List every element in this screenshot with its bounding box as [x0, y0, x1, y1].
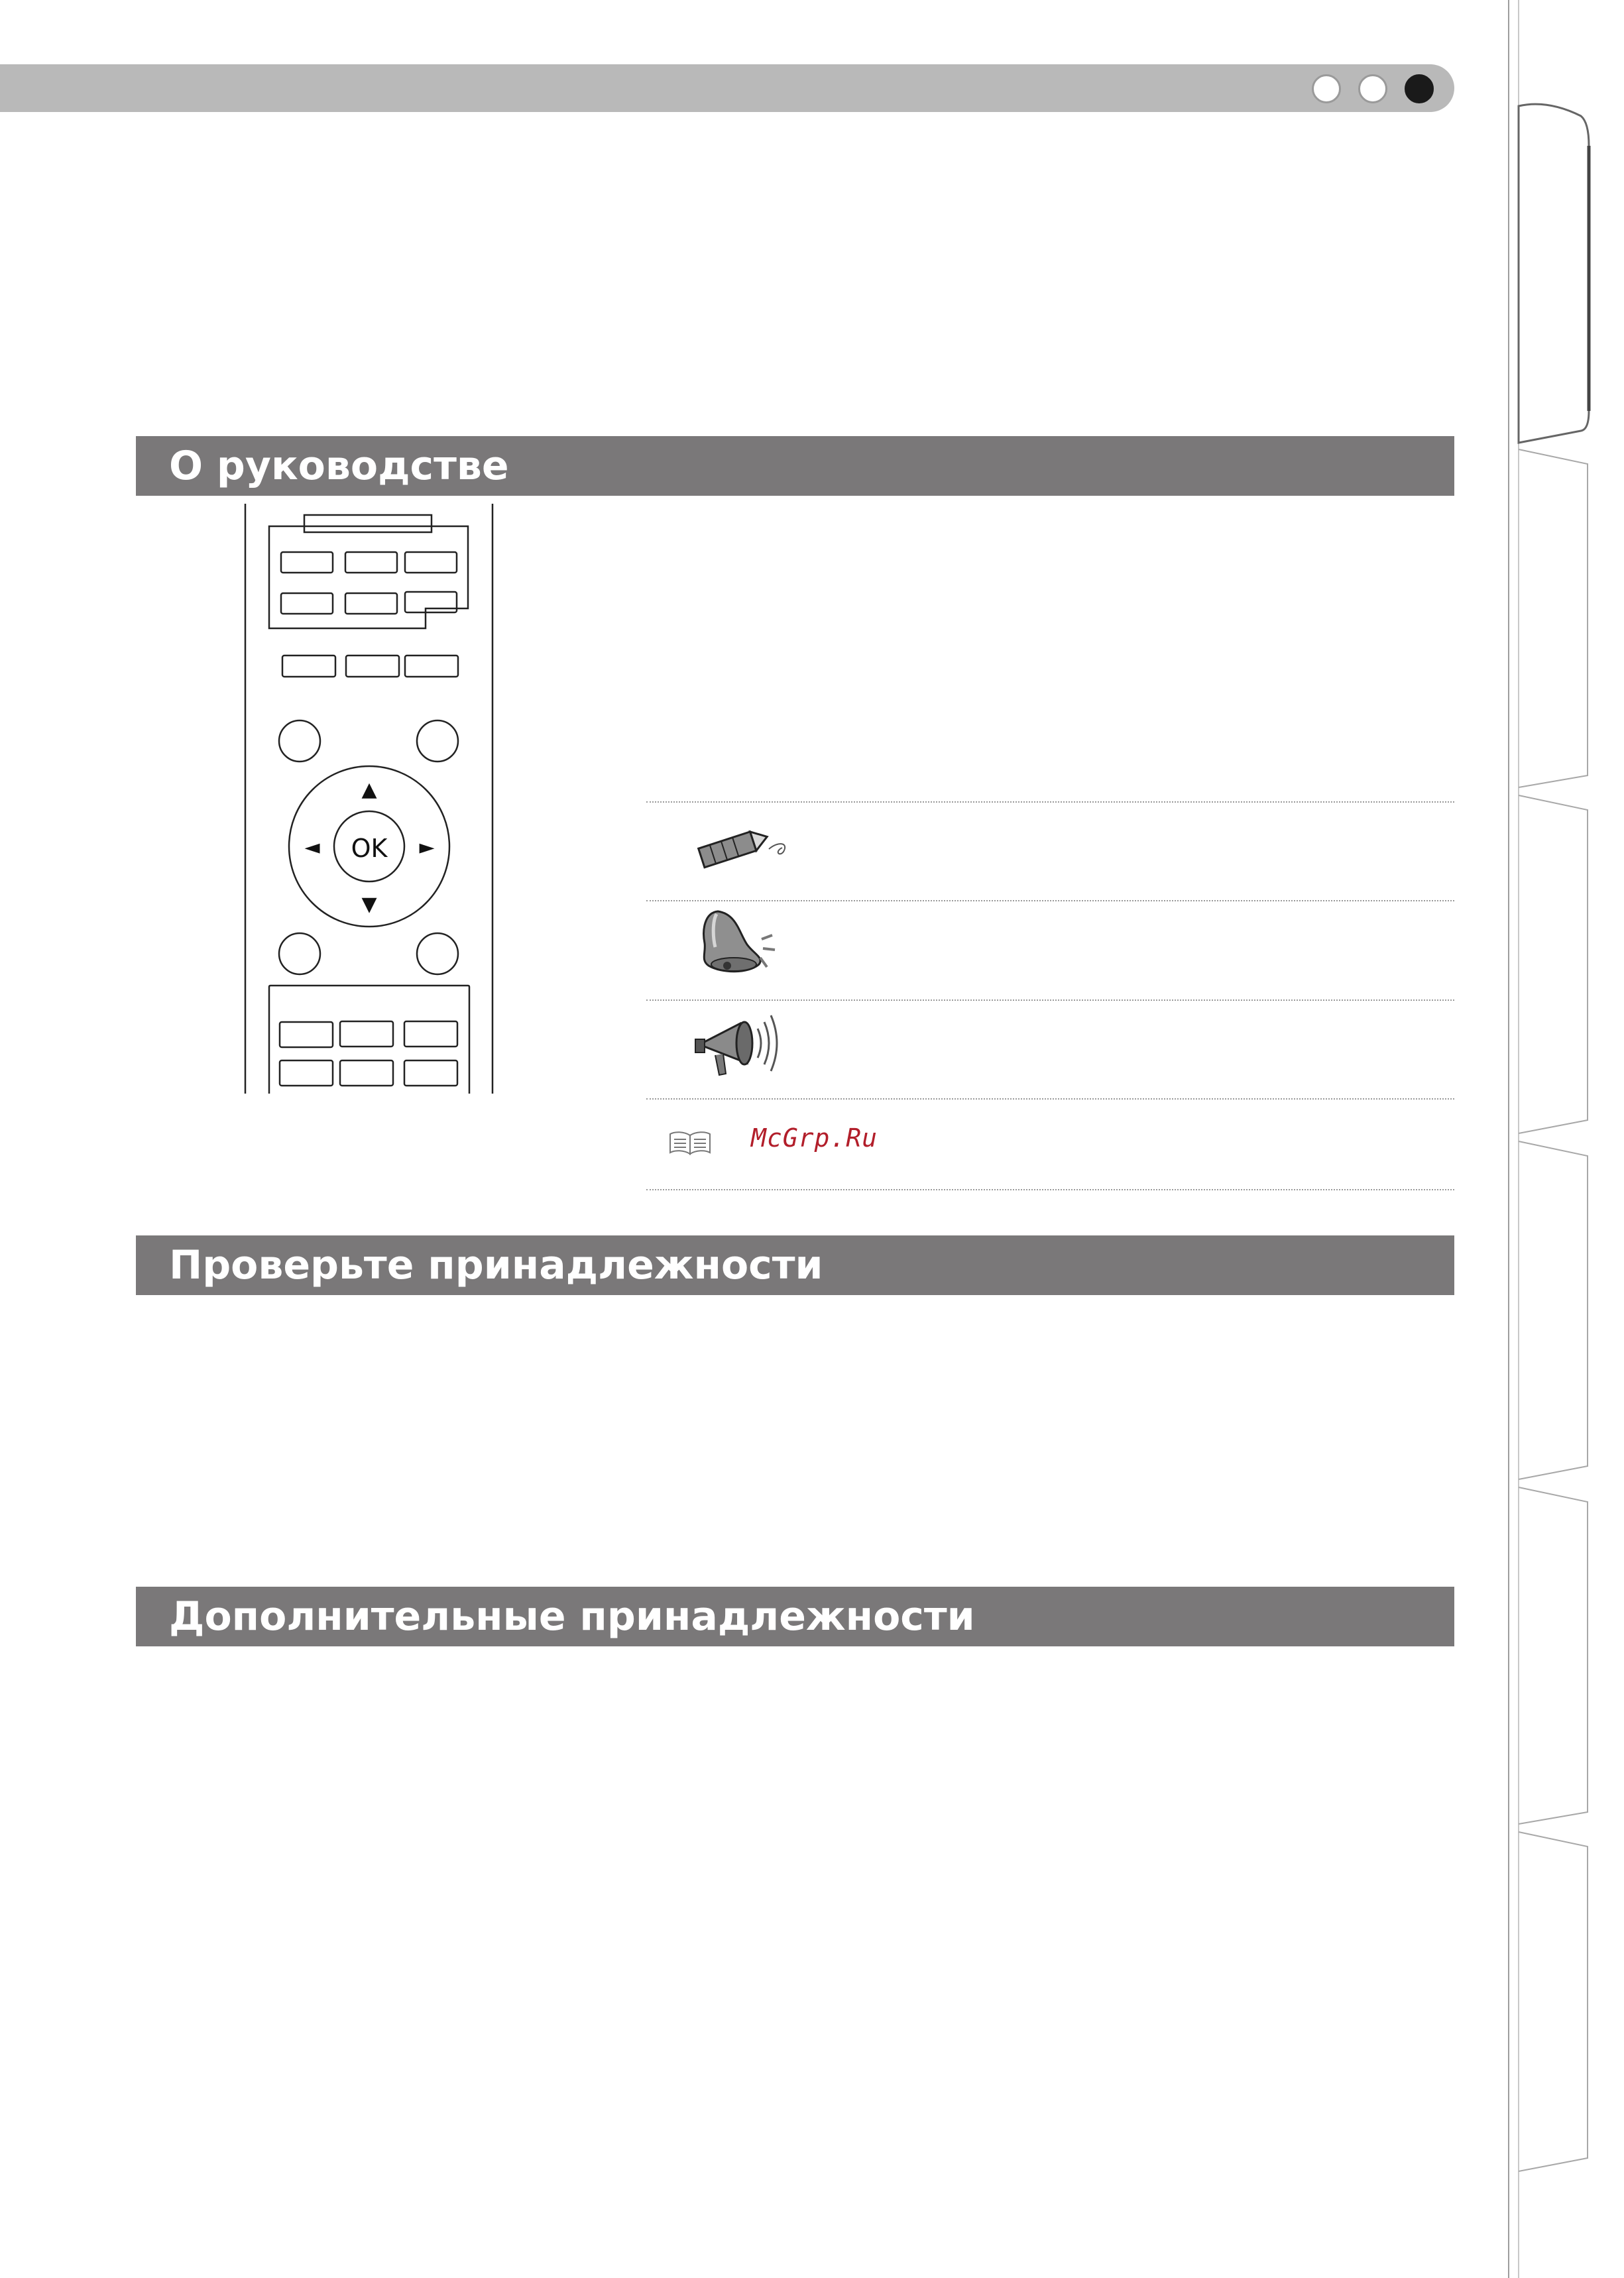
chapter-tab: [1519, 449, 1588, 787]
note-separator: [646, 1098, 1454, 1100]
remote-button: [280, 1022, 333, 1047]
chapter-tab: [1519, 1487, 1588, 1824]
page-indicator-dot-3-active: [1405, 74, 1434, 103]
remote-button: [340, 1021, 393, 1047]
remote-button: [405, 655, 458, 677]
remote-control-illustration: [239, 504, 504, 1100]
watermark-text: McGrp.Ru: [751, 1123, 878, 1153]
reference-book-icon: [668, 1130, 712, 1157]
chapter-tab: [1519, 1832, 1588, 2171]
remote-button: [345, 552, 397, 573]
chapter-tab: [1519, 795, 1588, 1133]
remote-ok-label: OK: [351, 834, 388, 863]
remote-button: [340, 1060, 393, 1086]
remote-arrow-down: ▼: [361, 893, 377, 916]
remote-button: [346, 655, 399, 677]
remote-button: [280, 1060, 333, 1086]
page-indicator-dot-2: [1358, 74, 1387, 103]
note-separator: [646, 999, 1454, 1001]
remote-arrow-left: ◄: [304, 836, 320, 859]
chapter-tab: [1519, 1141, 1588, 1479]
section-header-optional-accessories: Дополнительные принадлежности: [136, 1587, 1454, 1646]
remote-button: [404, 1060, 457, 1086]
memo-pencil-icon: [695, 825, 794, 872]
remote-button: [345, 593, 397, 614]
remote-button: [282, 655, 335, 677]
chapter-index-tabs: [1508, 0, 1624, 2278]
remote-arrow-up: ▲: [361, 778, 377, 801]
remote-round-button: [417, 933, 458, 974]
note-separator: [646, 1189, 1454, 1190]
remote-round-button: [417, 720, 458, 762]
section-header-check-accessories: Проверьте принадлежности: [136, 1235, 1454, 1295]
remote-button: [405, 552, 457, 573]
remote-display-window: [304, 515, 432, 532]
remote-bottom-button-group: [269, 986, 469, 1094]
note-separator: [646, 801, 1454, 803]
remote-round-button: [279, 933, 320, 974]
remote-button: [281, 552, 333, 573]
remote-button: [405, 592, 457, 612]
remote-button: [404, 1021, 457, 1047]
remote-round-button: [279, 720, 320, 762]
chapter-tab-active: [1519, 104, 1589, 443]
page-indicator-dot-1: [1312, 74, 1341, 103]
section-header-about-manual: О руководстве: [136, 436, 1454, 496]
remote-arrow-right: ►: [419, 836, 435, 859]
remote-button: [281, 593, 333, 614]
note-separator: [646, 900, 1454, 901]
top-bar: [0, 64, 1454, 112]
warning-megaphone-icon: [693, 1006, 785, 1082]
caution-bell-icon: [693, 905, 779, 978]
